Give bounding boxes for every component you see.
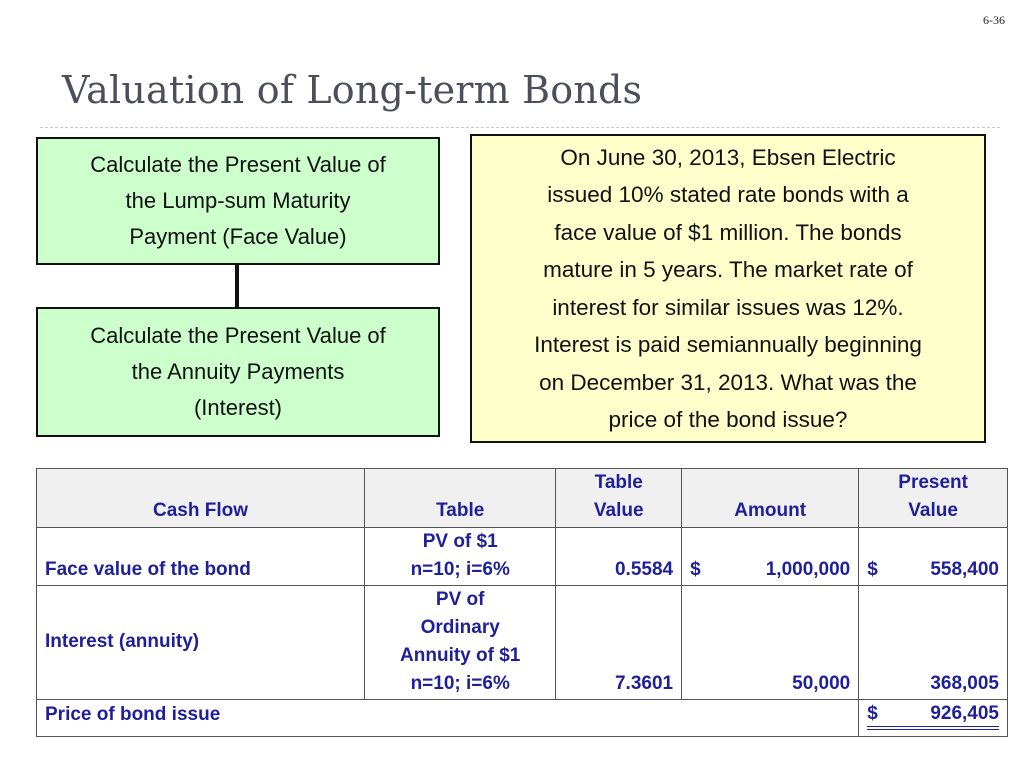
total-present-value: $ 926,405 xyxy=(859,700,1008,737)
dollar-sign: $ xyxy=(690,559,701,580)
problem-line: price of the bond issue? xyxy=(608,407,848,432)
slide-title: Valuation of Long-term Bonds xyxy=(62,68,643,112)
table-value-cell: 0.5584 xyxy=(556,528,682,586)
title-divider xyxy=(40,127,1000,128)
dollar-sign: $ xyxy=(867,703,878,724)
face-value-line: the Lump-sum Maturity xyxy=(125,188,351,213)
amount-cell: 50,000 xyxy=(682,586,859,700)
annuity-line: Calculate the Present Value of xyxy=(90,323,386,348)
table-row xyxy=(37,586,1008,700)
table-header-row xyxy=(37,469,1008,528)
dollar-sign: $ xyxy=(867,559,878,580)
slide-number: 6-36 xyxy=(983,13,1005,27)
total-label: Price of bond issue xyxy=(37,700,859,737)
problem-line: On June 30, 2013, Ebsen Electric xyxy=(560,144,896,170)
header-table-value: Table Value xyxy=(556,469,682,528)
header-cash-flow: Cash Flow xyxy=(37,469,365,528)
amount-cell: $ 1,000,000 xyxy=(682,528,859,586)
table-value-cell: 7.3601 xyxy=(556,586,682,700)
step-connector-line xyxy=(235,265,239,307)
cash-flow-cell: Interest (annuity) xyxy=(37,586,365,700)
face-value-line: Calculate the Present Value of xyxy=(90,152,386,177)
face-value-line: Payment (Face Value) xyxy=(129,224,347,249)
header-amount: Amount xyxy=(682,469,859,528)
problem-line: interest for similar issues was 12%. xyxy=(552,294,904,320)
bond-valuation-table xyxy=(36,468,1008,737)
problem-line: issued 10% stated rate bonds with a xyxy=(547,182,909,207)
present-value-cell: 368,005 xyxy=(859,586,1008,700)
problem-statement-box xyxy=(470,134,986,443)
present-value-cell: $ 558,400 xyxy=(859,528,1008,586)
face-value-step-box xyxy=(36,137,440,265)
annuity-step-box xyxy=(36,307,440,437)
table-ref-cell: PV of Ordinary Annuity of $1 n=10; i=6% xyxy=(365,586,556,700)
table-row xyxy=(37,528,1008,586)
header-table: Table xyxy=(365,469,556,528)
annuity-line: (Interest) xyxy=(193,395,283,420)
annuity-line: the Annuity Payments xyxy=(131,359,345,384)
problem-line: face value of $1 million. The bonds xyxy=(554,219,902,245)
problem-line: Interest is paid semiannually beginning xyxy=(534,332,922,357)
table-total-row xyxy=(37,700,1008,737)
problem-line: mature in 5 years. The market rate of xyxy=(543,257,913,282)
table-ref-cell: PV of $1 n=10; i=6% xyxy=(365,528,556,586)
problem-line: on December 31, 2013. What was the xyxy=(539,369,917,395)
header-present-value: Present Value xyxy=(859,469,1008,528)
cash-flow-cell: Face value of the bond xyxy=(37,528,365,586)
